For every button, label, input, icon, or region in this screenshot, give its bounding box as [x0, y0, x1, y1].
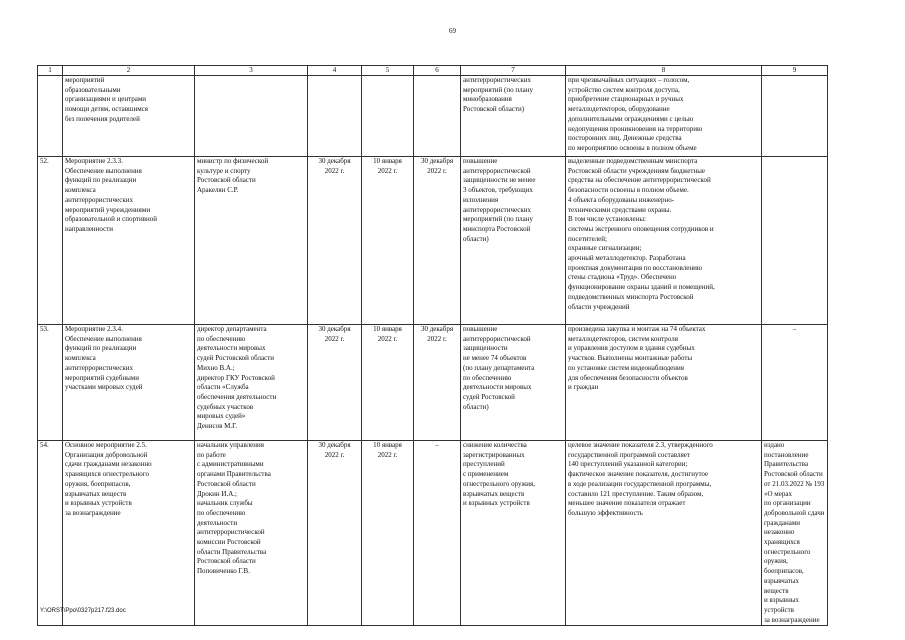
event-cell: Мероприятие 2.3.3. Обеспечение выполнения функций по реализации комплекса антитеррористических мероприятий учреждениями образовательной и спортивной направленности — [63, 157, 195, 325]
start-date-cell: 10 января 2022 г. — [362, 441, 414, 626]
plan-date-cell: 30 декабря 2022 г. — [308, 325, 362, 441]
start-date-cell: 10 января 2022 г. — [362, 325, 414, 441]
start-date-cell: 10 января 2022 г. — [362, 157, 414, 325]
notes-cell: издано постановление Правительства Ростовской области от 21.03.2022 № 193 «О мерах по организации добровольной сдачи гражданами незаконно хранящихся огнестрельного оружия, боеприпасов, взрывчатых веществ и взрывных устройств за вознаграждение — [762, 441, 828, 626]
event-cell: Основное мероприятие 2.5. Организация добровольной сдачи гражданами незаконно хранящихся огнестрельного оружия, боеприпасов, взрывчатых веществ и взрывных устройств за вознаграждение — [63, 441, 195, 626]
expected-result-cell: повышение антитеррористической защищенности не менее 3 объектов, требующих исполнения антитеррористических мероприятий (по плану минспорта Ростовской области) — [461, 157, 566, 325]
responsible-cell: министр по физической культуре и спорту Ростовской области Аракелян С.Р. — [195, 157, 308, 325]
table-row — [38, 157, 828, 325]
actual-result-cell: произведена закупка и монтаж на 74 объектах металлодетекторов, систем контроля и управления доступом в здания судебных участков. Выполнены монтажные работы по установке систем видеонаблюдения для обеспечения безопасности объектов и граждан — [566, 325, 762, 441]
page-number: 69 — [449, 27, 456, 35]
end-date-cell — [414, 76, 461, 157]
header-cell: 4 — [308, 66, 362, 76]
header-cell: 1 — [38, 66, 63, 76]
header-cell: 6 — [414, 66, 461, 76]
table-row — [38, 441, 828, 626]
event-cell: мероприятий образовательными организациями и центрами помощи детям, оставшимся без попечения родителей — [63, 76, 195, 157]
start-date-cell — [362, 76, 414, 157]
end-date-cell: 30 декабря 2022 г. — [414, 157, 461, 325]
actual-result-cell: при чрезвычайных ситуациях – голосом, устройство систем контроля доступа, приобретение стационарных и ручных металлодетекторов, оборудование дополнительными ограждениями с целью недопущения проникновения на территорию посторонних лиц. Денежные средства по мероприятию освоены в полном объеме — [566, 76, 762, 157]
responsible-cell: директор департамента по обеспечению деятельности мировых судей Ростовской области Михно В.А.; директор ГКУ Ростовской области «Служба обеспечения деятельности судебных участков мировых судей» Денисов М.Г. — [195, 325, 308, 441]
notes-cell — [762, 157, 828, 325]
actual-result-cell: целевое значение показателя 2.3, утвержденного государственной программой составляет 140 преступлений указанной категории; фактическое значение показателя, достигнутое в ходе реализации государственной программы, составило 121 преступление. Таким образом, меньшее значение показателя отражает большую эффективность — [566, 441, 762, 626]
file-path-footer: Y:\ORST\Ppo\0327p217.f23.doc — [40, 608, 126, 614]
responsible-cell — [195, 76, 308, 157]
end-date-cell: 30 декабря 2022 г. — [414, 325, 461, 441]
header-cell: 5 — [362, 66, 414, 76]
plan-date-cell: 30 декабря 2022 г. — [308, 157, 362, 325]
expected-result-cell: антитеррористических мероприятий (по плану минобразования Ростовской области) — [461, 76, 566, 157]
table-header-row — [38, 66, 828, 76]
plan-date-cell — [308, 76, 362, 157]
table-row — [38, 325, 828, 441]
header-cell: 2 — [63, 66, 195, 76]
actual-result-cell: выделенные подведомственным минспорта Ростовской области учреждениям бюджетные средства на обеспечение антитеррористической безопасности освоены в полном объеме. 4 объекта оборудованы инженерно- техническими средствами охраны. В том числе установлены: системы экстренного оповещения сотрудников и посетителей; охранные сигнализации; арочный металлодетектор. Разработана проектная документация по восстановлению стены стадиона «Труд». Обеспечено функционирование охраны зданий и помещений, подведомственных минспорта Ростовской области учреждений — [566, 157, 762, 325]
expected-result-cell: повышение антитеррористической защищенности не менее 74 объектов (по плану департамента по обеспечению деятельности мировых судей Ростовской области) — [461, 325, 566, 441]
header-cell: 9 — [762, 66, 828, 76]
responsible-cell: начальник управления по работе с административными органами Правительства Ростовской области Дрокин И.А.; начальник службы по обеспечению деятельности антитеррористической комиссии Ростовской области Правительства Ростовской области Поповиченко Г.В. — [195, 441, 308, 626]
row-number: 52. — [38, 157, 63, 325]
report-table — [37, 65, 828, 626]
notes-cell: – — [762, 325, 828, 441]
header-cell: 8 — [566, 66, 762, 76]
header-cell: 3 — [195, 66, 308, 76]
row-number: 54. — [38, 441, 63, 626]
header-cell: 7 — [461, 66, 566, 76]
plan-date-cell: 30 декабря 2022 г. — [308, 441, 362, 626]
end-date-cell: – — [414, 441, 461, 626]
row-number: 53. — [38, 325, 63, 441]
table-row — [38, 76, 828, 157]
expected-result-cell: снижение количества зарегистрированных преступлений с применением огнестрельного оружия, взрывчатых веществ и взрывных устройств — [461, 441, 566, 626]
row-number — [38, 76, 63, 157]
event-cell: Мероприятие 2.3.4. Обеспечение выполнения функций по реализации комплекса антитеррористических мероприятий судебными участками мировых судей — [63, 325, 195, 441]
notes-cell — [762, 76, 828, 157]
